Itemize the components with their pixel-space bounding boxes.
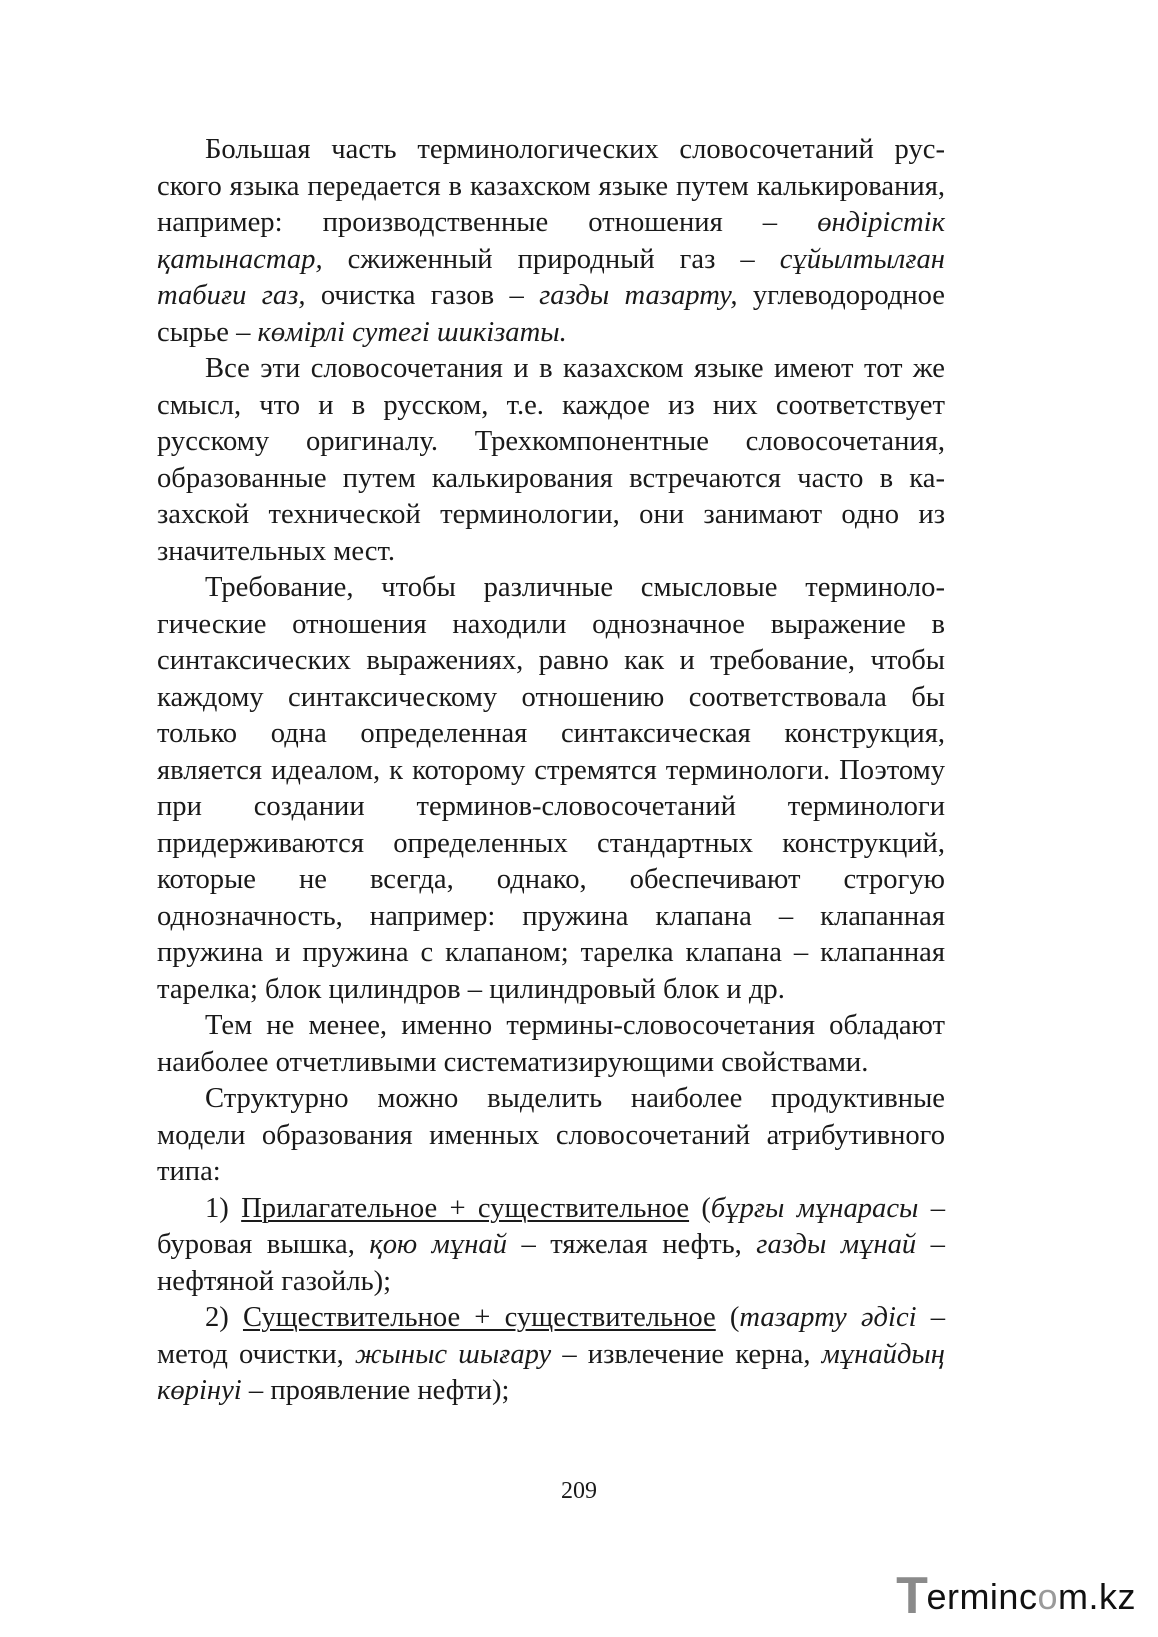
page-number: 209: [561, 1478, 597, 1504]
watermark-text-b: m.kz: [1058, 1576, 1136, 1617]
watermark-search-icon: o: [1037, 1576, 1058, 1617]
paragraph-6: 1) Прилагательное + существительное (бұрғы мұнарасы – буровая вышка, қою мұнай – тяжелая нефть, газды мұнай – нефтяной газойль);: [157, 1192, 946, 1297]
watermark-t: T: [896, 1567, 929, 1625]
termincom-watermark-logo: [896, 1567, 1136, 1625]
paragraph-4: Тем не менее, именно термины-словосочетания обладают наиболее отчетливыми систематизирующими свойствами.: [157, 1010, 945, 1078]
body-text: [157, 132, 945, 1410]
paragraph-3: Требование, чтобы различные смысловые терминологические отношения находили однозначное выражение в синтаксических выражениях, равно как и требование, чтобы каждому синтаксическому отношению соответствовала бы только одна определенная синтаксическая конструкция, является идеалом, к которому стремятся терминологи. Поэтому при создании терминов-словосочетаний терминологи придерживаются определенных стандартных конструкций, которые не всегда, однако, обеспечивают строгую однозначность, например: пружина клапана – клапанная пружина и пружина с клапаном; тарелка клапана – клапанная тарелка; блок цилиндров – цилиндровый блок и др.: [157, 572, 945, 1005]
watermark-text-a: erminc: [926, 1576, 1038, 1617]
paragraph-1: Большая часть терминологических словосочетаний русского языка передается в казахском языке путем калькирования, например: производственные отношения – өндірістік қатынастар, сжиженный природный газ – сұйылтылған табиғи газ, очистка газов – газды тазарту, углеводородное сырье – көмірлі сутегі шикізаты.: [157, 134, 946, 348]
paragraph-7: 2) Существительное + существительное (тазарту әдісі – метод очистки, жыныс шығару – извлечение керна, мұнайдың көрінуі – проявление нефти);: [157, 1302, 946, 1406]
paragraph-2: Все эти словосочетания и в казахском языке имеют тот же смысл, что и в русском, т.е. каждое из них соответствует русскому оригиналу. Трехкомпонентные словосочетания, образованные путем калькирования встречаются часто в казахской технической терминологии, они занимают одно из значительных мест.: [157, 353, 945, 567]
paragraph-5: Структурно можно выделить наиболее продуктивные модели образования именных словосочетаний атрибутивного типа:: [157, 1083, 945, 1187]
